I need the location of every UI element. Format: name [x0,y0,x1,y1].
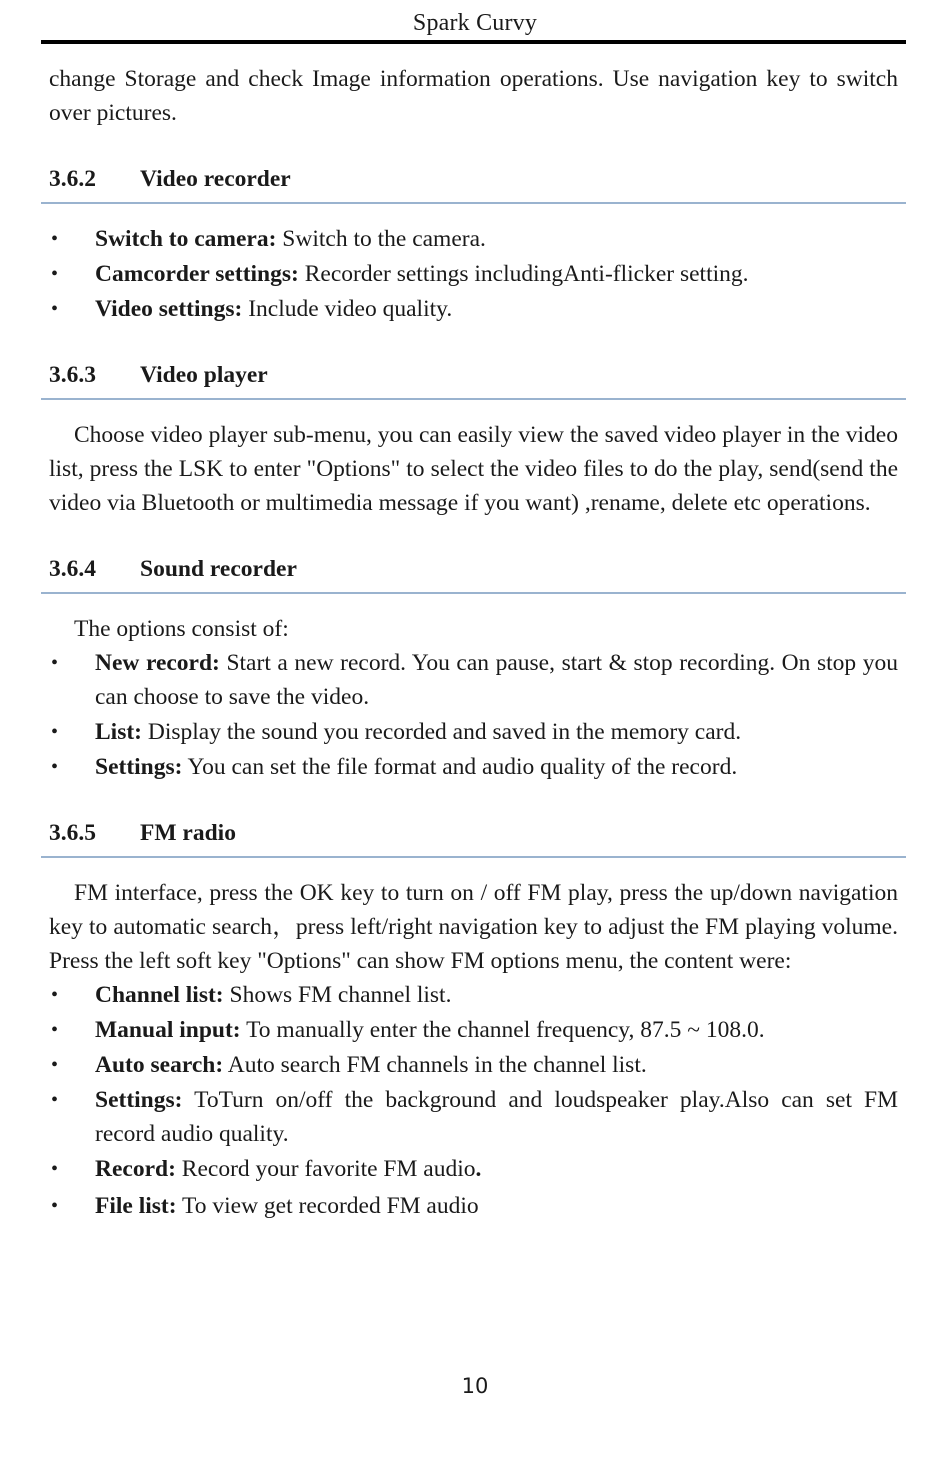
intro-paragraph: change Storage and check Image information operations. Use navigation key to switch over pictures. [49,66,898,126]
item-text: Start a new record. You can pause, start & stop recording. On stop you can choose to save the video. [95,650,898,710]
item-term: Settings: [95,1087,183,1113]
bullet-list [49,222,898,326]
item-text: Include video quality. [242,296,453,322]
bullet-icon: • [51,298,59,320]
bullet-icon: • [51,1054,59,1076]
list-item [49,715,898,749]
item-term: File list: [95,1193,177,1219]
section-heading [49,816,898,858]
section-heading [49,358,898,400]
section-number: 3.6.3 [49,362,96,388]
item-text: ToTurn on/off the background and loudspeaker play.Also can set FM record audio quality. [95,1087,898,1147]
bullet-list [49,978,898,1223]
section-number: 3.6.5 [49,820,96,846]
bullet-icon: • [51,228,59,250]
bullet-icon: • [51,721,59,743]
section-paragraph: FM interface, press the OK key to turn on / off FM play, press the up/down navigation key to automatic search，press left/right navigation key to adjust the FM playing volume. Press the left soft key "Options" can show FM options menu, the content were: [49,880,898,974]
bullet-icon: • [51,263,59,285]
section-title: Video recorder [140,166,291,192]
section-heading [49,162,898,204]
section-video-player [49,358,898,520]
list-item [49,978,898,1012]
section-paragraph: Choose video player sub-menu, you can easily view the saved video player in the video list, press the LSK to enter "Options" to select the video files to do the play, send(send the video via Bluetooth or multimedia message if you want) ,rename, delete etc operations. [49,422,898,516]
item-end-mark: . [475,1156,482,1182]
list-item [49,292,898,326]
item-term: Manual input: [95,1017,241,1043]
list-item [49,222,898,256]
item-term: Camcorder settings: [95,261,299,287]
item-text: Switch to the camera. [276,226,486,252]
section-number: 3.6.2 [49,166,96,192]
item-term: Video settings: [95,296,243,322]
item-text: Recorder settings includingAnti-flicker setting. [298,261,749,287]
item-text: You can set the file format and audio quality of the record. [182,754,738,780]
section-video-recorder [49,162,898,326]
item-term: Settings: [95,754,183,780]
list-item [49,750,898,784]
section-fm-radio [49,816,898,1223]
list-item [49,1048,898,1082]
section-title: Video player [140,362,268,388]
item-text: Record your favorite FM audio [175,1156,476,1182]
item-text: Shows FM channel list. [223,982,452,1008]
list-item [49,257,898,291]
item-term: List: [95,719,142,745]
item-term: New record: [95,650,220,676]
item-term: Channel list: [95,982,224,1008]
list-item [49,1013,898,1047]
section-title: FM radio [140,820,236,846]
bullet-icon: • [51,1195,59,1217]
list-item [49,1083,898,1151]
list-item [49,1189,898,1223]
list-item [49,1152,898,1186]
section-heading [49,552,898,594]
item-text: Display the sound you recorded and saved in the memory card. [142,719,742,745]
item-text: To manually enter the channel frequency, 87.5 ~ 108.0. [240,1017,765,1043]
section-number: 3.6.4 [49,556,96,582]
item-term: Switch to camera: [95,226,277,252]
running-header: Spark Curvy [412,10,538,36]
bullet-icon: • [51,984,59,1006]
item-text: Auto search FM channels in the channel list. [223,1052,647,1078]
item-term: Auto search: [95,1052,224,1078]
bullet-icon: • [51,756,59,778]
bullet-icon: • [51,1089,59,1111]
item-text: To view get recorded FM audio [176,1193,479,1219]
list-item [49,646,898,714]
bullet-icon: • [51,652,59,674]
page-content [49,62,898,1224]
bullet-icon: • [51,1158,59,1180]
bullet-list [49,646,898,784]
header-rule [41,40,906,44]
section-sound-recorder [49,552,898,784]
section-intro: The options consist of: [74,616,289,642]
page-number: 10 [461,1374,489,1398]
item-term: Record: [95,1156,176,1182]
section-title: Sound recorder [140,556,297,582]
bullet-icon: • [51,1019,59,1041]
